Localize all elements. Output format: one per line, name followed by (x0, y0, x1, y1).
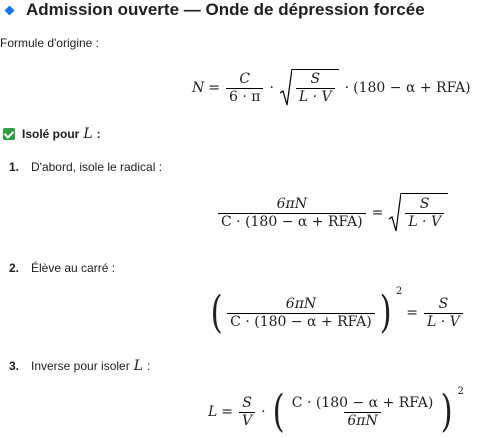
numerator: 6πN (285, 295, 317, 312)
denominator: L · V (405, 213, 444, 231)
denominator: C · (180 − α + RFA) (227, 313, 375, 331)
step-text: Inverse pour isoler (31, 359, 130, 373)
var-n: N (192, 80, 205, 96)
numerator: C · (180 − α + RFA) (291, 394, 434, 411)
step-text: D'abord, isole le radical : (31, 160, 163, 174)
fraction-s-over-lv (296, 71, 335, 106)
fraction-6pin-over-c-term (218, 196, 366, 231)
step-2 (0, 261, 115, 275)
radical-isolated-formula (216, 190, 450, 236)
radical-sign-icon (389, 193, 401, 233)
dot-operator: · (344, 80, 350, 96)
isolated-label-text: Isolé pour (22, 127, 80, 141)
equals-sign: = (406, 305, 419, 321)
colon: : (96, 127, 101, 141)
numerator: C (239, 70, 251, 87)
squared-formula (208, 288, 465, 338)
fraction-s-over-v (239, 395, 255, 430)
fraction-c-over-6pi (226, 71, 263, 106)
final-formula (208, 388, 464, 436)
numerator: 6πN (276, 195, 307, 212)
square-root (280, 69, 339, 107)
denominator: C · (180 − α + RFA) (218, 213, 366, 231)
step-text: Élève au carré : (31, 261, 116, 275)
fraction-c-term-over-6pin (289, 395, 437, 430)
denominator: 6 · π (226, 88, 263, 106)
colon: : (147, 359, 151, 373)
bullet-diamond-icon (5, 5, 15, 15)
right-paren: ) (440, 386, 453, 437)
denominator: V (239, 412, 255, 430)
right-paren: ) (379, 287, 392, 338)
var-l: L (133, 358, 144, 374)
square-root (389, 193, 448, 233)
radical-sign-icon (280, 69, 292, 107)
step-number: 2. (9, 261, 20, 275)
numerator: S (310, 71, 321, 87)
page-title (6, 0, 425, 20)
fraction-s-over-lv (405, 196, 444, 231)
numerator: S (438, 295, 449, 312)
exponent: 2 (457, 386, 464, 397)
step-3 (0, 358, 150, 374)
var-l: L (83, 126, 93, 142)
title-text: Admission ouverte — Onde de dépression forcée (26, 0, 425, 19)
original-formula (192, 66, 471, 110)
checkmark-icon (3, 128, 15, 140)
equals-sign: = (371, 205, 384, 221)
fraction-6pin-over-c-term (227, 296, 375, 331)
var-l: L (208, 404, 218, 420)
dot-operator: · (261, 404, 266, 420)
isolated-for-label (3, 126, 101, 142)
denominator: L · V (424, 313, 463, 331)
step-1 (0, 160, 162, 174)
denominator: L · V (296, 88, 335, 106)
step-number: 3. (9, 359, 20, 373)
exponent: 2 (395, 286, 403, 297)
left-paren: ( (272, 386, 285, 437)
denominator: 6πN (344, 412, 380, 430)
equals-sign: = (221, 404, 234, 420)
paren-term: (180 − α + RFA) (353, 80, 471, 96)
numerator: S (419, 196, 430, 212)
dot-operator: · (269, 80, 274, 96)
step-number: 1. (9, 160, 20, 174)
fraction-s-over-lv (424, 296, 463, 331)
origin-label: Formule d'origine : (0, 36, 99, 50)
equals-sign: = (208, 80, 220, 96)
numerator: S (242, 394, 252, 411)
left-paren: ( (210, 287, 223, 338)
